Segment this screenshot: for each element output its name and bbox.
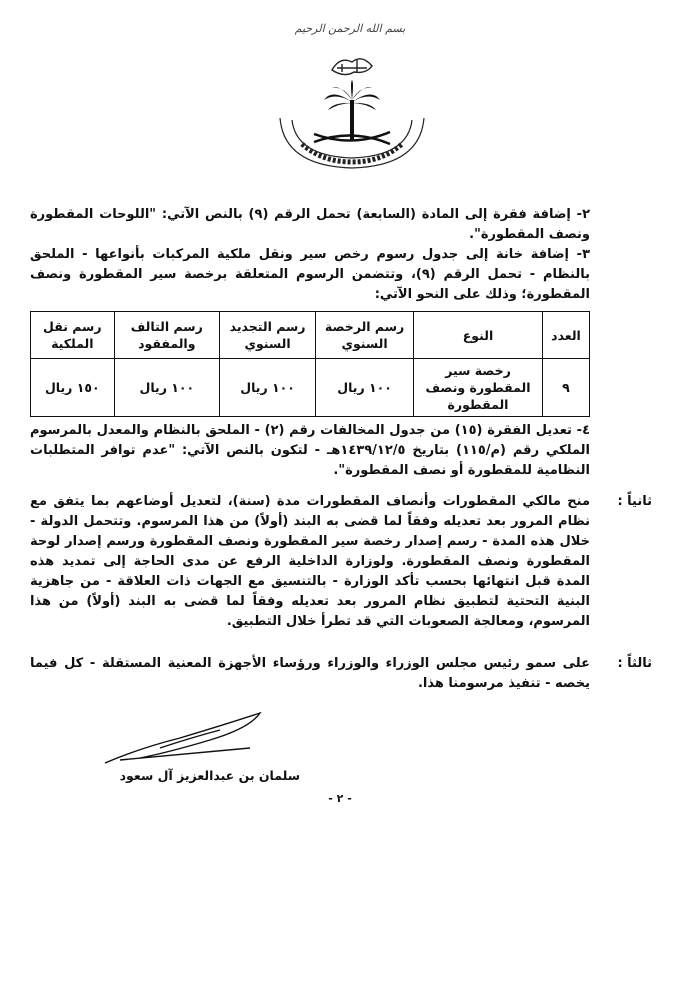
col-renewal-fee: رسم التجديد السنوي xyxy=(220,312,316,359)
section-third-text: على سمو رئيس مجلس الوزراء والوزراء ورؤساء الأجهزة المعنية المستقلة - كل فيما يخصه - تنفيذ مرسومنا هذا. xyxy=(30,656,590,691)
saudi-emblem-seal xyxy=(262,48,442,173)
fees-table-header-row xyxy=(31,312,590,359)
section-second xyxy=(30,492,652,632)
col-license-fee: رسم الرخصة السنوي xyxy=(316,312,414,359)
cell-license-fee: ١٠٠ ريال xyxy=(316,359,414,417)
section-second-label: ثانياً : xyxy=(617,494,652,509)
col-type: النوع xyxy=(414,312,543,359)
item-4: ٤- تعديل الفقرة (١٥) من جدول المخالفات رقم (٢) - الملحق بالنظام والمعدل بالمرسوم الملكي رقم (م/١١٥) بتاريخ ١٤٣٩/١٢/٥هـ - لتكون بالنص الآتي: "عدم توافر المتطلبات النظامية للمقطورة أو نصف المقطورة". xyxy=(30,423,590,478)
palm-tree-icon xyxy=(324,80,380,140)
cell-ownership-transfer-fee: ١٥٠ ريال xyxy=(31,359,115,417)
cell-renewal-fee: ١٠٠ ريال xyxy=(220,359,316,417)
decree-body xyxy=(30,205,590,481)
section-second-text: منح مالكي المقطورات وأنصاف المقطورات مدة (سنة)، لتعديل أوضاعهم بما يتفق مع نظام المرور بعد تعديله وفقاً لما قضى به البند (أولاً) من هذا المرسوم. وتتحمل الدولة - خلال هذه المدة - رسم إصدار رخصة سير المقطورة ونصف المقطورة ورسم إصدار لوحة المقطورة ونصف المقطورة. ولوزارة الداخلية الرفع عن مدى الحاجة إلى تمديد هذه المدة قبل انتهائها بحسب تأكد الوزارة - بالتنسيق مع الجهات ذات العلاقة - من جاهزية البنية التحتية لتطبيق نظام المرور بعد تعديله وفقاً لما قضى به البند (أولاً) من هذا المرسوم، ومعالجة الصعوبات التي قد تطرأ خلال التطبيق. xyxy=(30,494,590,629)
cell-lost-damaged-fee: ١٠٠ ريال xyxy=(114,359,219,417)
cell-number: ٩ xyxy=(543,359,590,417)
section-third xyxy=(30,654,652,694)
fees-table xyxy=(30,311,590,417)
page-number: - ٢ - xyxy=(328,792,352,805)
section-third-label: ثالثاً : xyxy=(617,656,652,671)
signer-name: سلمان بن عبدالعزيز آل سعود xyxy=(119,768,300,783)
item-3: ٣- إضافة خانة إلى جدول رسوم رخص سير ونقل ملكية المركبات بأنواعها - الملحق بالنظام - تحمل الرقم (٩)، وتتضمن الرسوم المتعلقة برخصة سير المقطورة ونصف المقطورة؛ وذلك على النحو الآتي: xyxy=(30,247,591,302)
item-2: ٢- إضافة فقرة إلى المادة (السابعة) تحمل الرقم (٩) بالنص الآتي: "اللوحات المقطورة ونصف المقطورة". xyxy=(30,207,590,242)
col-number: العدد xyxy=(543,312,590,359)
table-row xyxy=(31,359,590,417)
basmala-header: بسم الله الرحمن الرحيم xyxy=(294,22,406,35)
calligraphy-mark xyxy=(332,59,372,75)
col-ownership-transfer-fee: رسم نقل الملكية xyxy=(31,312,115,359)
cell-type: رخصة سير المقطورة ونصف المقطورة xyxy=(414,359,543,417)
handwritten-signature xyxy=(100,708,270,768)
col-lost-damaged-fee: رسم التالف والمفقود xyxy=(114,312,219,359)
